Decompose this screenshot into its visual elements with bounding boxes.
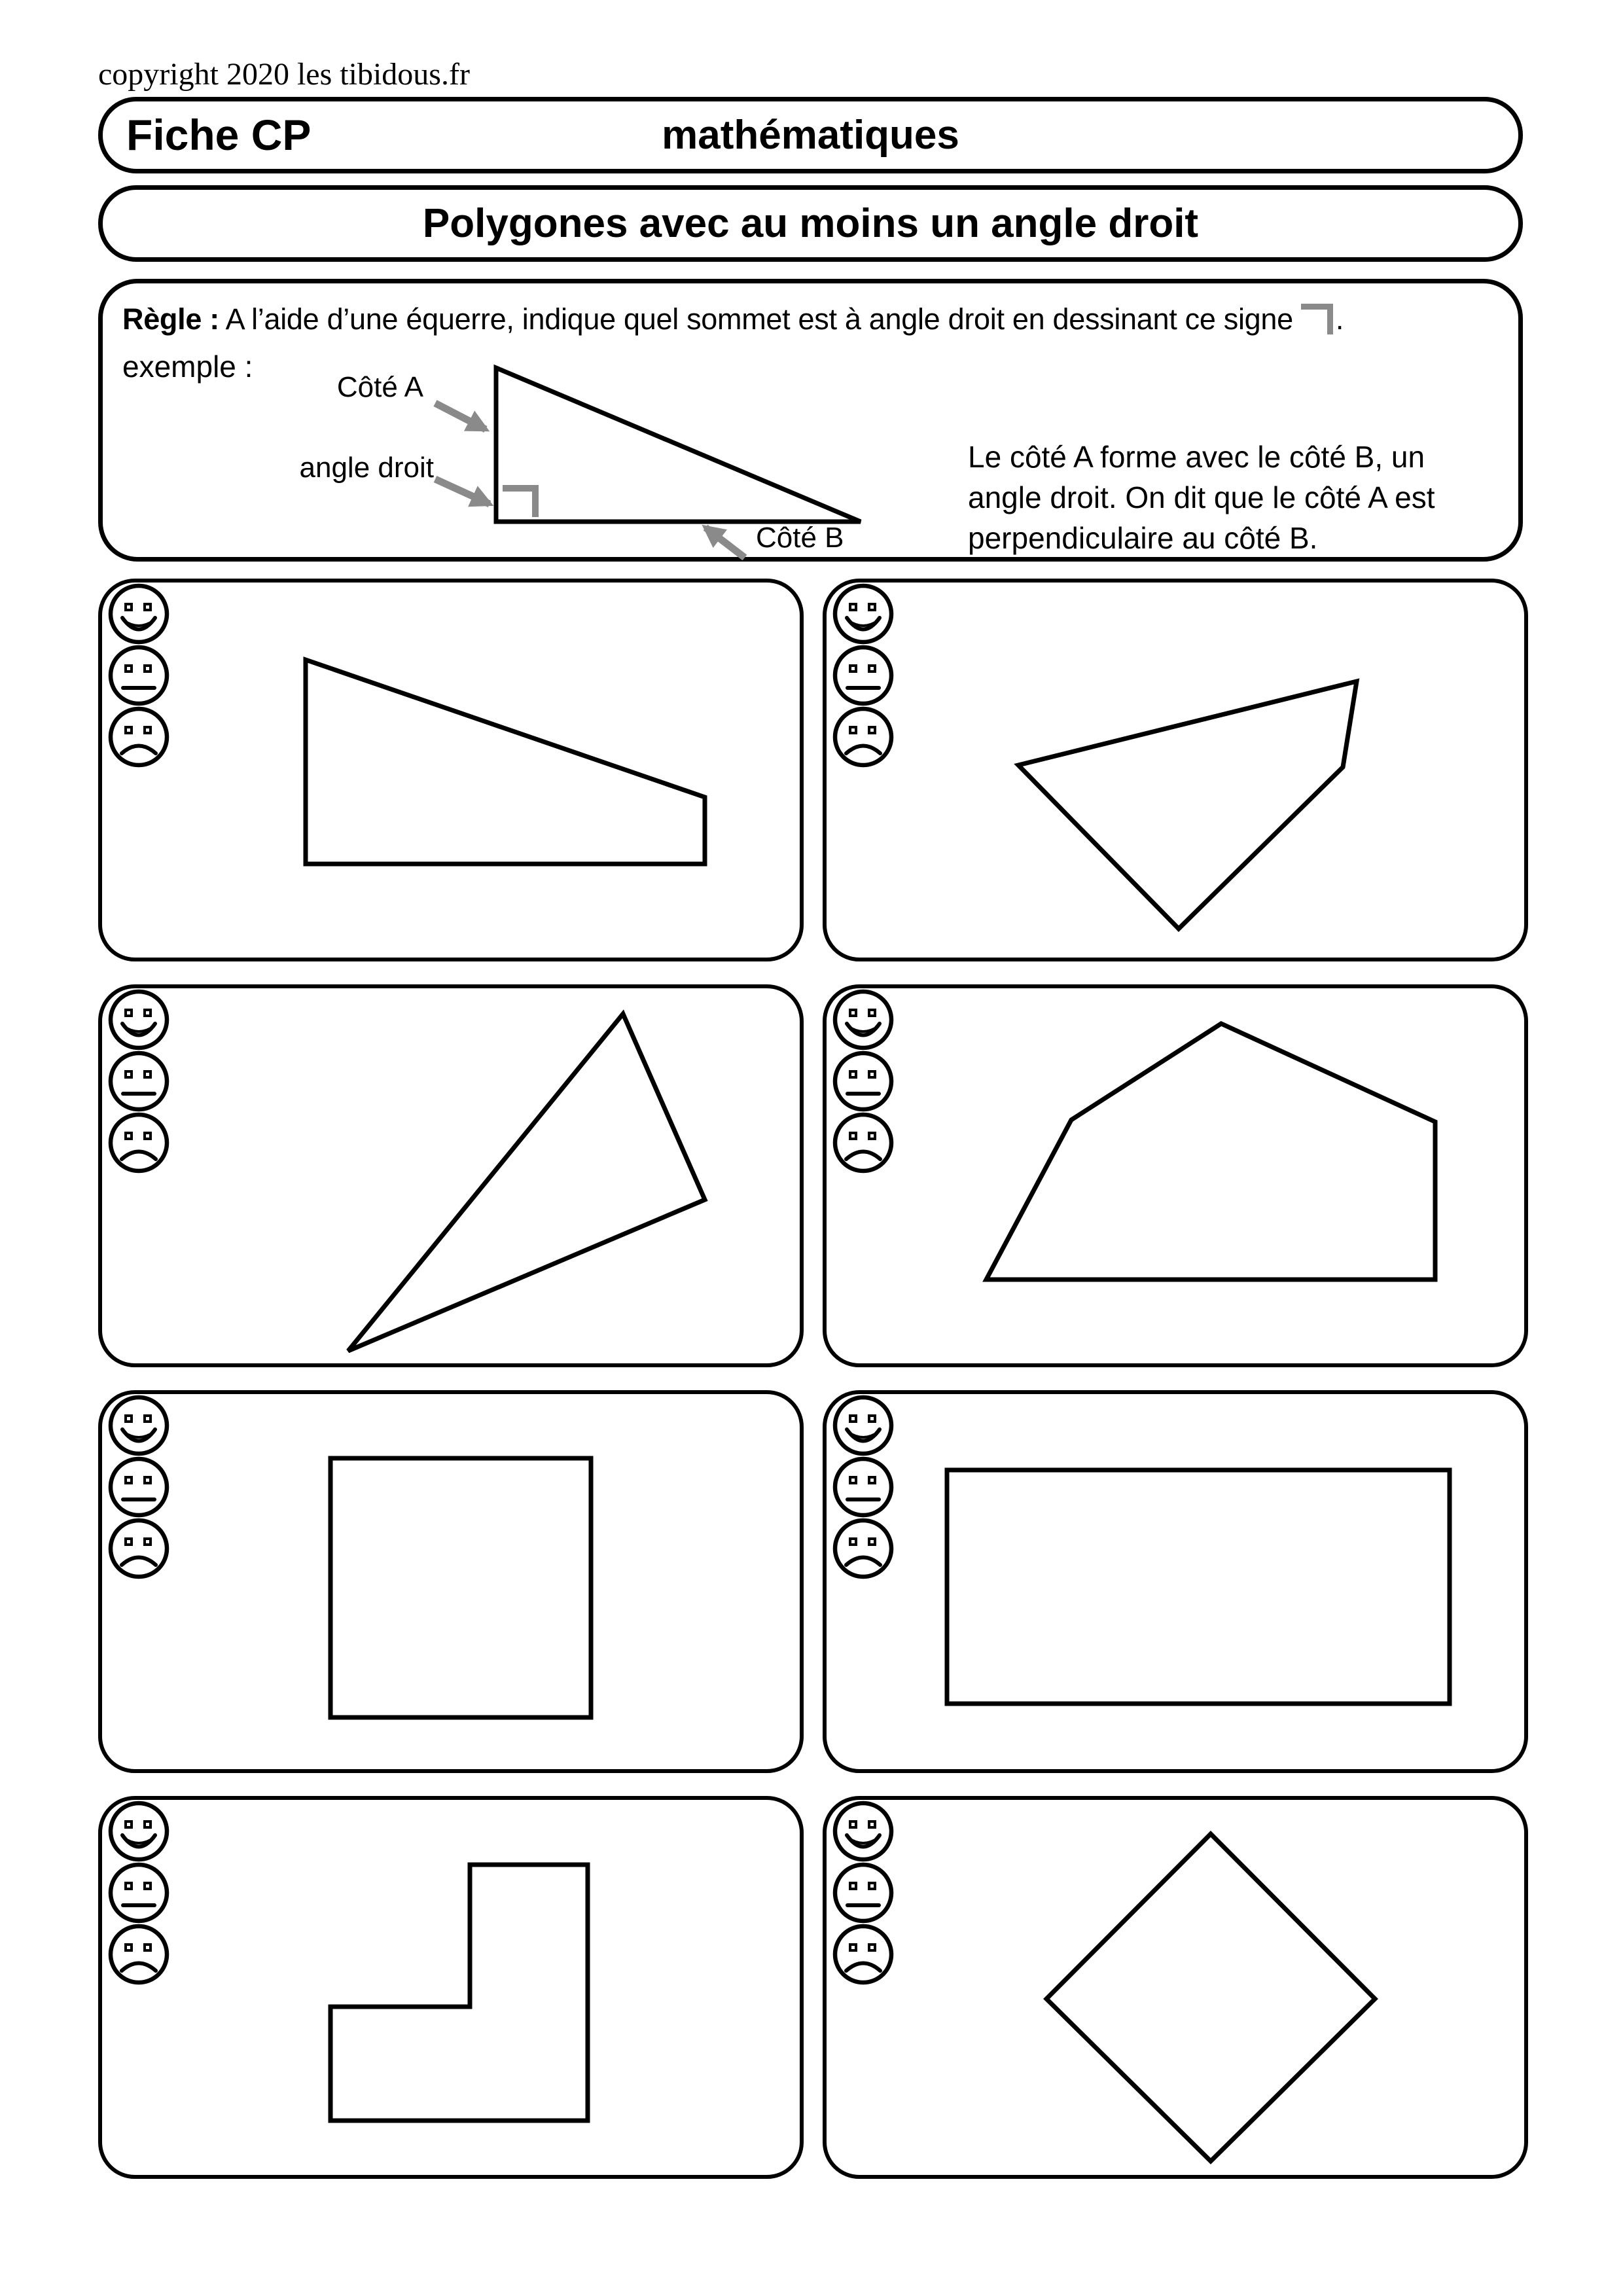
exercise-grid	[98, 579, 1528, 2179]
exercise-cell-2	[823, 579, 1528, 961]
polygon-figure	[98, 579, 804, 961]
polygon-figure	[98, 1796, 804, 2179]
exercise-cell-3	[98, 984, 804, 1367]
square-shape	[330, 1458, 591, 1717]
explanation-line-2: angle droit. On dit que le côté A est	[968, 480, 1435, 514]
narrow-triangle-shape	[348, 1014, 705, 1351]
rule-box	[98, 279, 1523, 562]
side-b-arrow-icon	[705, 528, 745, 558]
fiche-level-label: Fiche CP	[126, 111, 312, 159]
side-b-label: Côté B	[756, 522, 844, 554]
copyright-text: copyright 2020 les tibidous.fr	[98, 57, 470, 92]
page-title: Polygones avec au moins un angle droit	[422, 201, 1199, 246]
polygon-figure	[98, 984, 804, 1367]
polygon-figure	[823, 1796, 1528, 2179]
l-hexagon-shape	[330, 1865, 588, 2121]
side-a-label: Côté A	[336, 371, 423, 403]
rule-instruction-text: A l’aide d’une équerre, indique quel sommet est à angle droit en dessinant ce signe	[225, 302, 1293, 336]
exercise-cell-1	[98, 579, 804, 961]
exercise-cell-6	[823, 1390, 1528, 1773]
exercise-cell-5	[98, 1390, 804, 1773]
subject-label: mathématiques	[662, 113, 959, 158]
angle-droit-arrow-icon	[435, 479, 490, 504]
polygon-figure	[823, 1390, 1528, 1773]
rule-prefix: Règle :	[122, 302, 219, 336]
rule-period: .	[1335, 302, 1344, 336]
fiche-header-box	[98, 97, 1523, 173]
explanation-text	[968, 437, 1544, 558]
side-a-arrow-icon	[435, 403, 486, 429]
exercise-cell-4	[823, 984, 1528, 1367]
rectangle-shape	[947, 1470, 1450, 1704]
trapezoid-quadrilateral-shape	[306, 660, 705, 864]
diamond-shape	[1046, 1834, 1375, 2161]
explanation-line-3: perpendiculaire au côté B.	[968, 521, 1318, 555]
dart-quadrilateral-shape	[1018, 681, 1357, 929]
exercise-cell-8	[823, 1796, 1528, 2179]
polygon-figure	[98, 1390, 804, 1773]
explanation-line-1: Le côté A forme avec le côté B, un	[968, 440, 1425, 474]
polygon-figure	[823, 984, 1528, 1367]
exercise-cell-7	[98, 1796, 804, 2179]
title-box	[98, 185, 1523, 262]
house-pentagon-shape	[986, 1024, 1435, 1280]
example-right-triangle	[496, 368, 861, 522]
polygon-figure	[823, 579, 1528, 961]
angle-droit-label: angle droit	[299, 452, 434, 484]
example-label: exemple :	[122, 350, 253, 384]
